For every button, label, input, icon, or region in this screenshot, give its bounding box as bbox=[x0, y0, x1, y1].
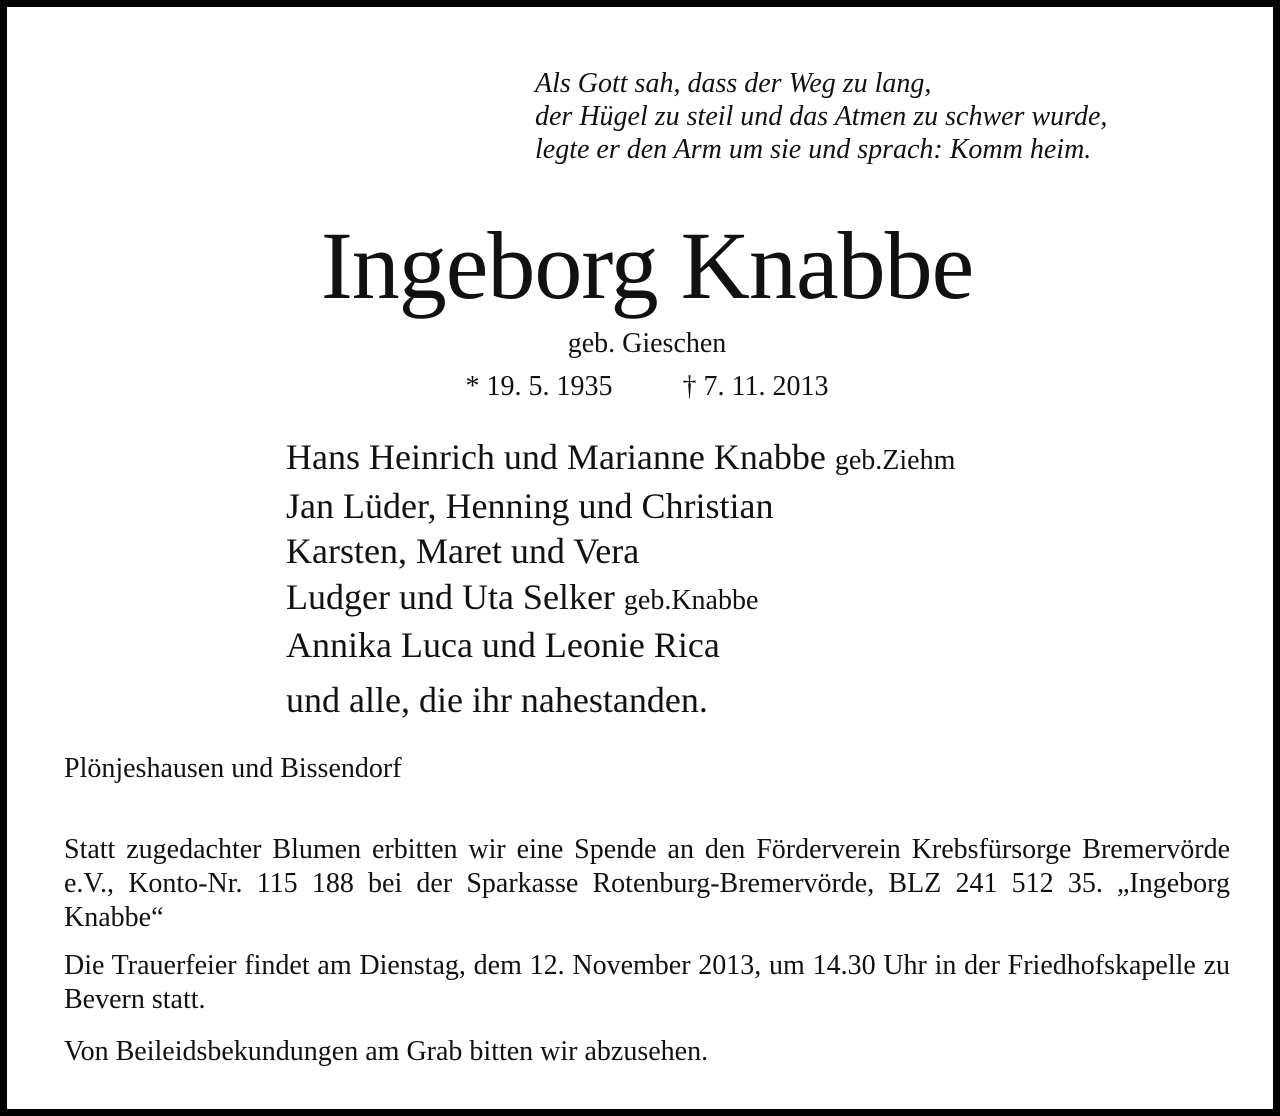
family-names: Annika Luca und Leonie Rica bbox=[286, 625, 720, 665]
family-line bbox=[286, 575, 955, 624]
verse-line: der Hügel zu steil und das Atmen zu schwer wurde, bbox=[535, 101, 1108, 132]
life-dates bbox=[7, 369, 1280, 405]
donation-paragraph: Statt zugedachter Blumen erbitten wir eine Spende an den Förderverein Krebsfürsorge Bremervörde e.V., Konto-Nr. 115 188 bei der Sparkasse Rotenburg-Bremervörde, BLZ 241 512 35. „Ingeborg Knabbe“ bbox=[64, 834, 1230, 933]
condolences-paragraph: Von Beileidsbekundungen am Grab bitten wir abzusehen. bbox=[64, 1036, 709, 1067]
deceased-name: Ingeborg Knabbe bbox=[320, 212, 974, 319]
family-names: Ludger und Uta Selker bbox=[286, 576, 615, 617]
verse-line: Als Gott sah, dass der Weg zu lang, bbox=[535, 68, 932, 99]
family-names: Karsten, Maret und Vera bbox=[286, 531, 640, 571]
closing-line: und alle, die ihr nahestanden. bbox=[286, 680, 708, 720]
funeral-paragraph: Die Trauerfeier findet am Dienstag, dem 12. November 2013, um 14.30 Uhr in der Friedhofskapelle zu Bevern statt. bbox=[64, 950, 1230, 1015]
family-note: geb.Ziehm bbox=[834, 445, 956, 476]
place-line: Plönjeshausen und Bissendorf bbox=[64, 753, 402, 784]
family-line bbox=[286, 529, 955, 575]
family-note: geb.Knabbe bbox=[623, 584, 759, 616]
death-date: † 7. 11. 2013 bbox=[682, 371, 829, 402]
family-line bbox=[286, 623, 955, 669]
maiden-name: geb. Gieschen bbox=[567, 328, 727, 359]
verse-line: legte er den Arm um sie und sprach: Komm heim. bbox=[535, 134, 1092, 165]
family-names: Hans Heinrich und Marianne Knabbe bbox=[286, 437, 826, 477]
birth-date: * 19. 5. 1935 bbox=[465, 371, 613, 402]
family-line bbox=[286, 484, 955, 530]
family-names: Jan Lüder, Henning und Christian bbox=[286, 485, 774, 526]
family-line bbox=[286, 435, 955, 484]
verse bbox=[535, 67, 1107, 166]
family-list bbox=[286, 435, 955, 669]
